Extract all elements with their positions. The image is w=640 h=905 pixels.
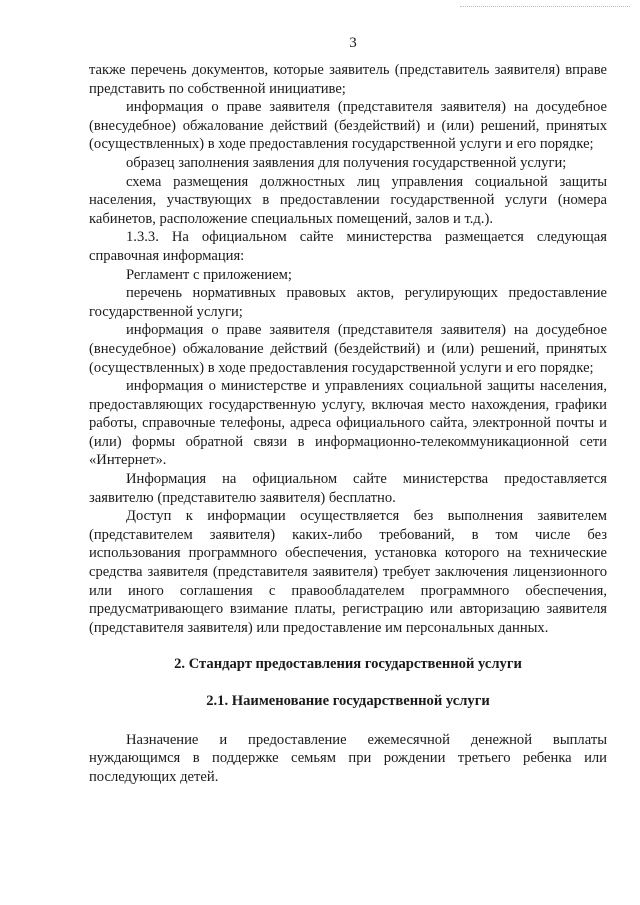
paragraph-ministry-info: информация о министерстве и управлениях социальной защиты населения, предоставляющих государственную услугу, включая место нахождения, графики работы, справочные телефоны, адреса официального сайта, электронной почты и (или) формы обратной связи в информационно-телекоммуникационной сети «Интернет». (89, 378, 607, 469)
paragraph-free-info: Информация на официальном сайте министерства предоставляется заявителю (представителю заявителя) бесплатно. (89, 471, 607, 506)
paragraph-application-sample: образец заполнения заявления для получения государственной услуги; (126, 154, 567, 171)
paragraph-regulation: Регламент с приложением; (126, 266, 292, 283)
paragraph-website-info: 1.3.3. На официальном сайте министерства размещается следующая справочная информация: (89, 229, 607, 264)
scan-artifact (460, 6, 630, 11)
paragraph-service-name: Назначение и предоставление ежемесячной денежной выплаты нуждающимся в поддержке семьям при рождении третьего ребенка или последующих детей. (89, 731, 607, 785)
paragraph-legal-acts: перечень нормативных правовых актов, регулирующих предоставление государственной услуги; (89, 285, 607, 320)
subsection-heading: 2.1. Наименование государственной услуги (206, 693, 490, 709)
paragraph-placement-scheme: схема размещения должностных лиц управления социальной защиты населения, участвующих в предоставлении государственной услуги (номера кабинетов, расположение специальных помещений, залов и т.д.). (89, 173, 607, 227)
page-number: 3 (349, 35, 357, 51)
section-heading: 2. Стандарт предоставления государственной услуги (174, 656, 522, 673)
paragraph-access-info: Доступ к информации осуществляется без выполнения заявителем (представителем заявителя) каких-либо требований, в том числе без использования программного обеспечения, установка которого на технические средства заявителя (представителя заявителя) требует заключения лицензионного или иного соглашения с правообладателем программного обеспечения, предусматривающего взимание платы, регистрацию или авторизацию заявителя (представителя заявителя) или предоставление им персональных данных. (89, 508, 607, 636)
paragraph-appeal-right: информация о праве заявителя (представителя заявителя) на досудебное (внесудебное) обжалование действий (бездействий) и (или) решений, принятых (осуществленных) в ходе предоставления государственной услуги и его порядке; (89, 99, 607, 153)
paragraph-appeal-right-site: информация о праве заявителя (представителя заявителя) на досудебное (внесудебное) обжалование действий (бездействий) и (или) решений, принятых (осуществленных) в ходе предоставления государственной услуги и его порядке; (89, 322, 607, 376)
paragraph-documents-list: также перечень документов, которые заявитель (представитель заявителя) вправе представить по собственной инициативе; (89, 62, 607, 97)
